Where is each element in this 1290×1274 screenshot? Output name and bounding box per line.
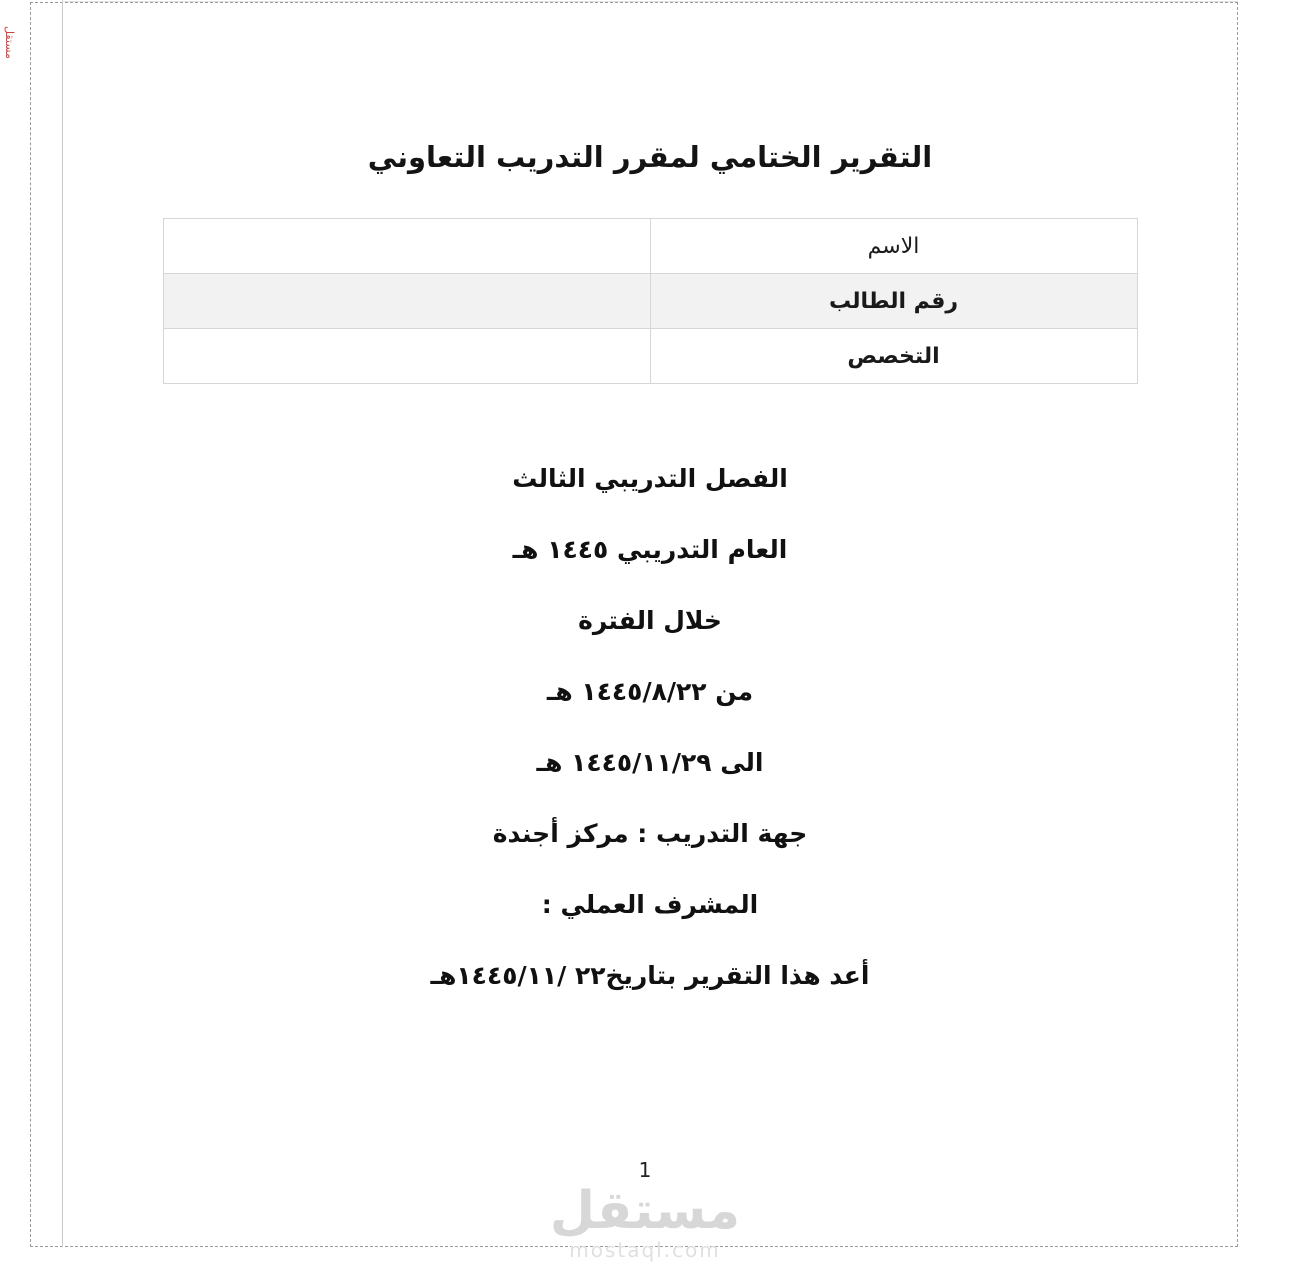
table-value-name <box>163 219 650 274</box>
side-watermark-text: مستقل <box>3 26 16 59</box>
watermark-brand-text: مستقل <box>549 1181 741 1241</box>
table-row-major <box>163 329 1137 384</box>
student-info-table <box>163 218 1138 384</box>
table-value-student-number <box>163 274 650 329</box>
watermark-domain-text: mostaql.com <box>569 1238 721 1262</box>
table-value-major <box>163 329 650 384</box>
document-title: التقرير الختامي لمقرر التدريب التعاوني <box>367 140 933 174</box>
line-training-semester: الفصل التدريبي الثالث <box>512 464 788 493</box>
table-label-name: الاسم <box>650 219 1137 274</box>
table-label-student-number: رقم الطالب <box>650 274 1137 329</box>
line-date-to: الى ١٤٤٥/١١/٢٩ هـ <box>536 748 764 777</box>
page-number: 1 <box>638 1158 652 1182</box>
line-date-from: من ١٤٤٥/٨/٢٢ هـ <box>546 677 754 706</box>
line-practical-supervisor: المشرف العملي : <box>541 890 759 919</box>
table-row-student-number <box>163 274 1137 329</box>
document-content <box>63 0 1237 1246</box>
report-body <box>63 464 1237 991</box>
line-during-period: خلال الفترة <box>578 606 722 635</box>
line-training-year: العام التدريبي ١٤٤٥ هـ <box>512 535 788 564</box>
line-report-prepared-date: أعد هذا التقرير بتاريخ٢٢ /١٤٤٥/١١هـ <box>430 961 870 990</box>
line-training-entity: جهة التدريب : مركز أجندة <box>492 819 808 848</box>
table-row-name <box>163 219 1137 274</box>
table-label-major: التخصص <box>650 329 1137 384</box>
